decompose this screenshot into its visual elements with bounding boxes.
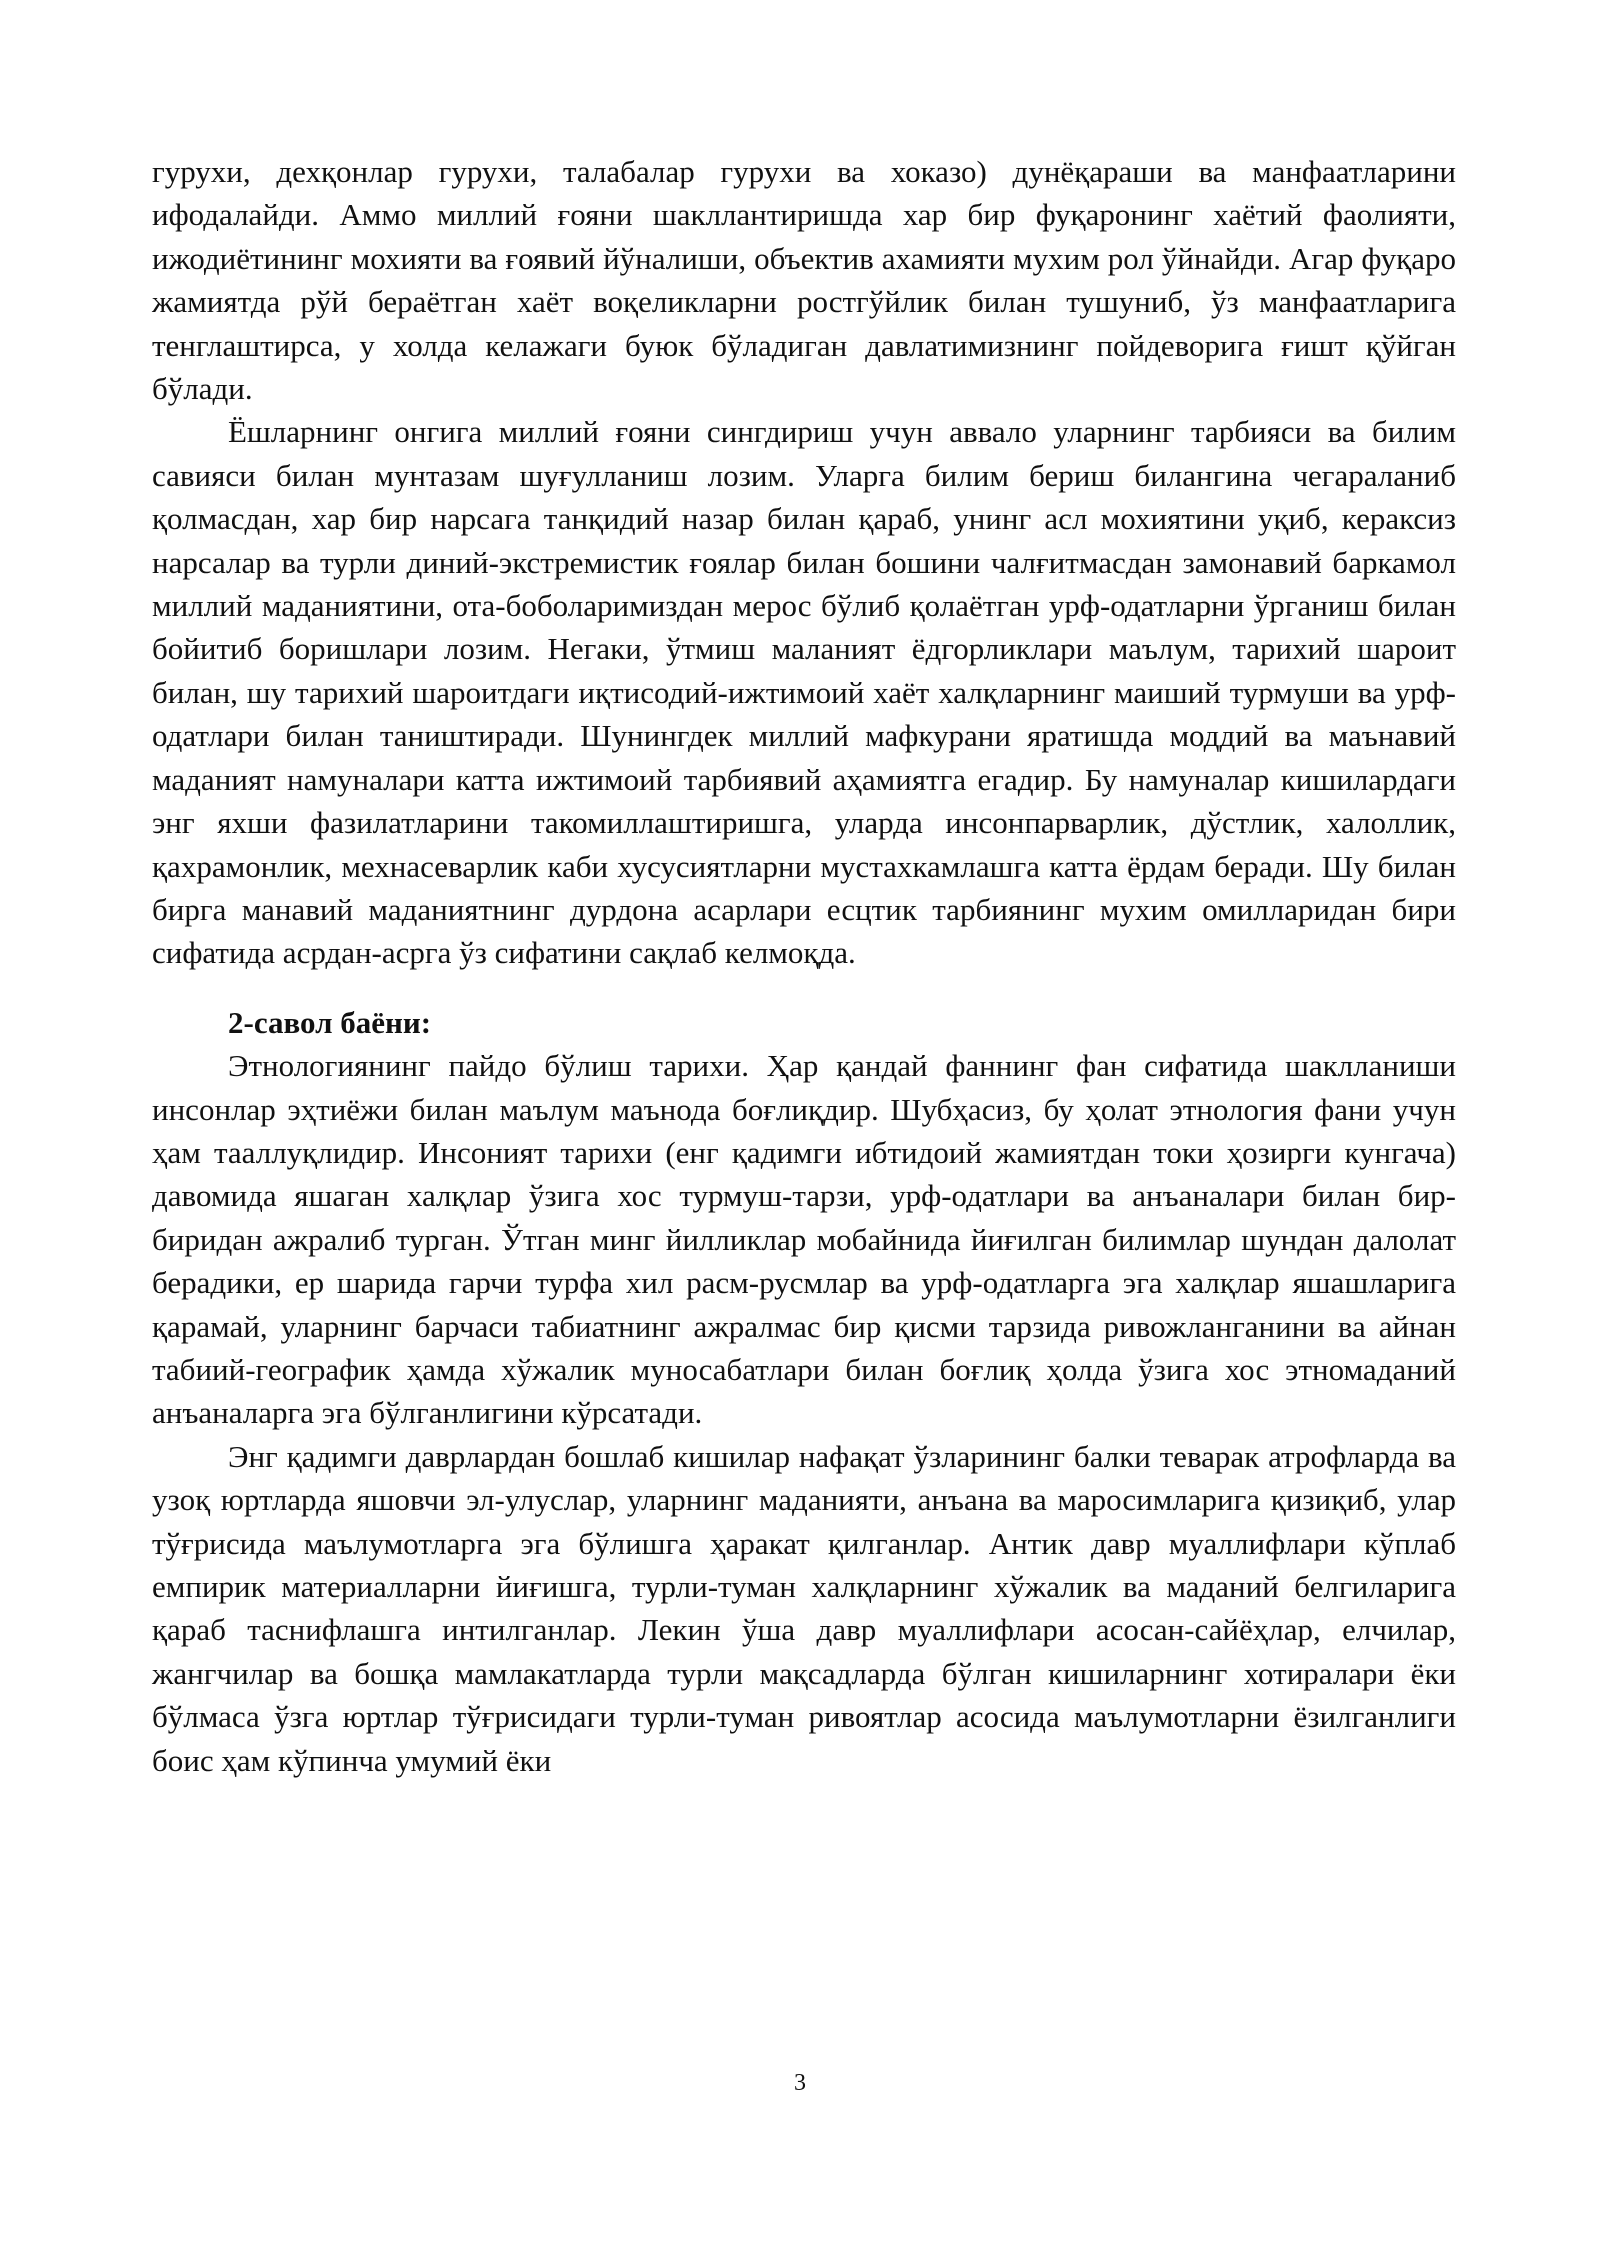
- paragraph-2: Ёшларнинг онгига миллий ғояни сингдириш учун аввало уларнинг тарбияси ва билим савияси билан мунтазам шуғулланиш лозим. Уларга билим бериш билангина чегараланиб қолмасдан, хар бир нарсага танқидий назар билан қараб, унинг асл мохиятини уқиб, кераксиз нарсалар ва турли диний-экстремистик ғоялар билан бошини чалғитмасдан замонавий баркамол миллий маданиятини, ота-боболаримиздан мерос бўлиб қолаётган урф-одатларни ўрганиш билан бойитиб боришлари лозим. Негаки, ўтмиш маланият ёдгорликлари маълум, тарихий шароит билан, шу тарихий шароитдаги иқтисодий-ижтимоий хаёт халқларнинг маиший турмуши ва урф-одатлари билан таништиради. Шунингдек миллий мафкурани яратишда моддий ва маънавий маданият намуналари катта ижтимоий тарбиявий аҳамиятга егадир. Бу намуналар кишилардаги энг яхши фазилатларини такомиллаштиришга, уларда инсонпарварлик, дўстлик, халоллик, қахрамонлик, мехнасеварлик каби хусусиятларни мустахкамлашга катта ёрдам беради. Шу билан бирга манавий маданиятнинг дурдона асарлари есцтик тарбиянинг мухим омилларидан бири сифатида асрдан-асрга ўз сифатини сақлаб келмоқда.: [152, 414, 1456, 971]
- page-number: 3: [794, 2070, 806, 2096]
- paragraph-4: Энг қадимги даврлардан бошлаб кишилар нафақат ўзларининг балки теварак атрофларда ва узоқ юртларда яшовчи эл-улуслар, уларнинг маданияти, анъана ва маросимларига қизиқиб, улар тўғрисида маълумотларга эга бўлишга ҳаракат қилганлар. Антик давр муаллифлари кўплаб емпирик материалларни йиғишга, турли-туман халқларнинг хўжалик ва маданий белгиларига қараб таснифлашга интилганлар. Лекин ўша давр муаллифлари асосан-сайёҳлар, елчилар, жангчилар ва бошқа мамлакатларда турли мақсадларда бўлган кишиларнинг хотиралари ёки бўлмаса ўзга юртлар тўғрисидаги турли-туман ривоятлар асосида маълумотларни ёзилганлиги боис ҳам кўпинча умумий ёки: [152, 1438, 1456, 1778]
- paragraph-3: Этнологиянинг пайдо бўлиш тарихи. Ҳар қандай фаннинг фан сифатида шаклланиши инсонлар эҳтиёжи билан маълум маънода боғлиқдир. Шубҳасиз, бу ҳолат этнология фани учун ҳам тааллуқлидир. Инсоният тарихи (енг қадимги ибтидоий жамиятдан токи ҳозирги кунгача) давомида яшаган халқлар ўзига хос турмуш-тарзи, урф-одатлари ва анъаналари билан бир-биридан ажралиб турган. Ўтган минг йилликлар мобайнида йиғилган билимлар шундан далолат берадики, ер шарида гарчи турфа хил расм-русмлар ва урф-одатларга эга халқлар яшашларига қарамай, уларнинг барчаси табиатнинг ажралмас бир қисми тарзида ривожланганини ва айнан табиий-географик ҳамда хўжалик муносабатлари билан боғлиқ ҳолда ўзига хос этномаданий анъаналарга эга бўлганлигини кўрсатади.: [152, 1048, 1456, 1431]
- section-heading: 2-савол баёни:: [228, 1004, 432, 1040]
- page-body: [152, 150, 1456, 1782]
- paragraph-1: гурухи, дехқонлар гурухи, талабалар гурухи ва хоказо) дунёқараши ва манфаатларини ифодалайди. Аммо миллий ғояни шакллантиришда хар бир фуқаронинг хаётий фаолияти, ижодиётининг мохияти ва ғоявий йўналиши, объектив ахамияти мухим рол ўйнайди. Агар фуқаро жамиятда рўй бераётган хаёт воқеликларни ростгўйлик билан тушуниб, ўз манфаатларига тенглаштирса, у холда келажаги буюк бўладиган давлатимизнинг пойдеворига ғишт қўйган бўлади.: [152, 154, 1456, 407]
